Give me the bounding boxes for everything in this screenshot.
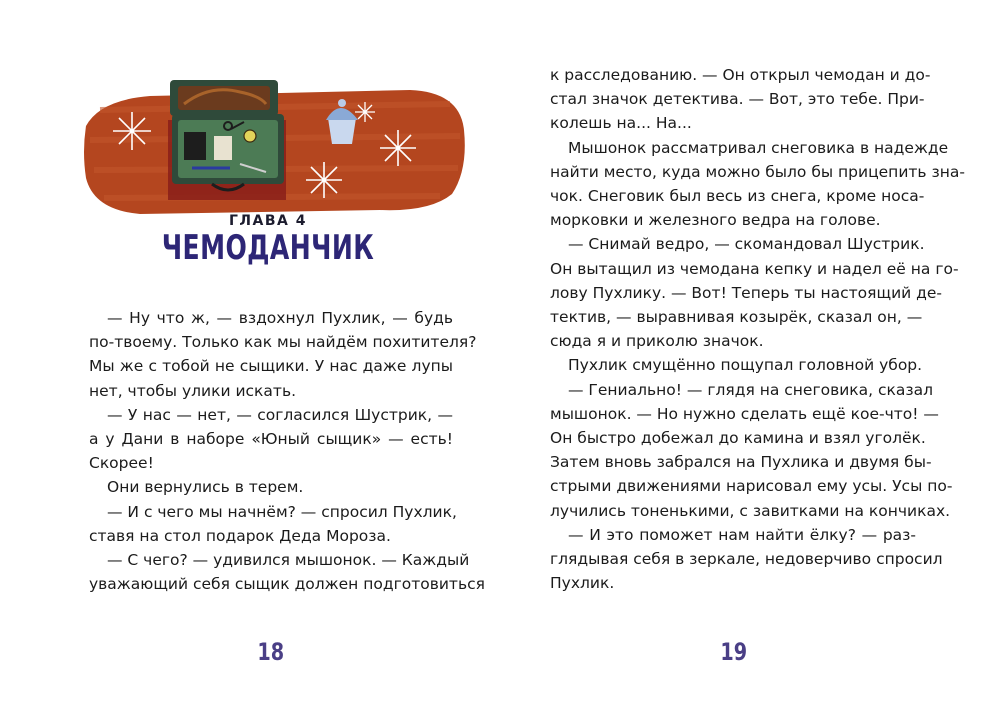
- text-line: — С чего? — удивился мышонок. — Каждый: [107, 551, 470, 570]
- text-line: по-твоему. Только как мы найдём похитителя?: [89, 333, 477, 352]
- text-line: — И это поможет нам найти ёлку? — раз-: [568, 525, 916, 544]
- chapter-label: ГЛАВА 4: [228, 213, 307, 229]
- text-line: а у Дани в наборе «Юный сыщик» — есть!: [89, 430, 453, 449]
- suitcase-illustration: [80, 70, 468, 218]
- text-line: — Снимай ведро, — скомандовал Шустрик.: [568, 235, 925, 254]
- text-line: тектив, — выравнивая козырёк, сказал он, —: [550, 308, 923, 327]
- text-line: стал значок детектива. — Вот, это тебе. При-: [550, 90, 925, 109]
- snowflake-icon: [355, 102, 375, 122]
- text-line: лучились тоненькими, с завитками на кончиках.: [550, 501, 951, 520]
- text-line: лову Пухлику. — Вот! Теперь ты настоящий де-: [550, 283, 942, 302]
- text-line: Скорее!: [89, 454, 154, 473]
- page-number: 18: [257, 638, 285, 666]
- text-line: Они вернулись в терем.: [107, 478, 304, 497]
- snowflake-icon: [306, 162, 342, 198]
- page-number: 19: [720, 638, 748, 666]
- text-line: Он вытащил из чемодана кепку и надел её на го-: [550, 259, 959, 278]
- text-line: нет, чтобы улики искать.: [89, 381, 297, 400]
- snowflake-icon: [380, 130, 416, 166]
- text-line: к расследованию. — Он открыл чемодан и до-: [550, 66, 931, 84]
- text-line: Пухлик смущённо пощупал головной убор.: [568, 356, 923, 375]
- text-line: Пухлик.: [550, 574, 615, 593]
- text-line: мышонок. — Но нужно сделать ещё кое-что! —: [550, 404, 939, 423]
- text-line: чок. Снеговик был весь из снега, кроме носа-: [550, 187, 925, 206]
- text-line: Мы же с тобой не сыщики. У нас даже лупы: [89, 357, 453, 376]
- text-line: сюда я и приколю значок.: [550, 332, 764, 351]
- text-line: уважающий себя сыщик должен подготовиться: [89, 575, 485, 594]
- text-line: глядывая себя в зеркале, недоверчиво спросил: [550, 550, 943, 569]
- text-line: морковки и железного ведра на голове.: [550, 211, 881, 230]
- text-line: — У нас — нет, — согласился Шустрик, —: [107, 405, 453, 424]
- right-page: [500, 0, 1000, 719]
- text-line: колешь на... На...: [550, 114, 692, 133]
- text-line: — Ну что ж, — вздохнул Пухлик, — будь: [107, 309, 453, 327]
- text-line: ставя на стол подарок Деда Мороза.: [89, 526, 391, 545]
- text-line: — И с чего мы начнём? — спросил Пухлик,: [107, 502, 457, 521]
- text-line: Он быстро добежал до камина и взял уголёк.: [550, 429, 926, 448]
- text-line: найти место, куда можно было бы прицепить зна-: [550, 162, 965, 181]
- text-line: Мышонок рассматривал снеговика в надежде: [568, 138, 949, 157]
- text-line: стрыми движениями нарисовал ему усы. Усы по-: [550, 477, 953, 496]
- right-page-text: [550, 63, 965, 595]
- left-page-text: [89, 306, 485, 596]
- text-line: Затем вновь забрался на Пухлика и двумя бы-: [550, 453, 932, 472]
- text-line: — Гениально! — глядя на снеговика, сказал: [568, 380, 934, 399]
- chapter-title: ЧЕМОДАНЧИК: [161, 228, 375, 268]
